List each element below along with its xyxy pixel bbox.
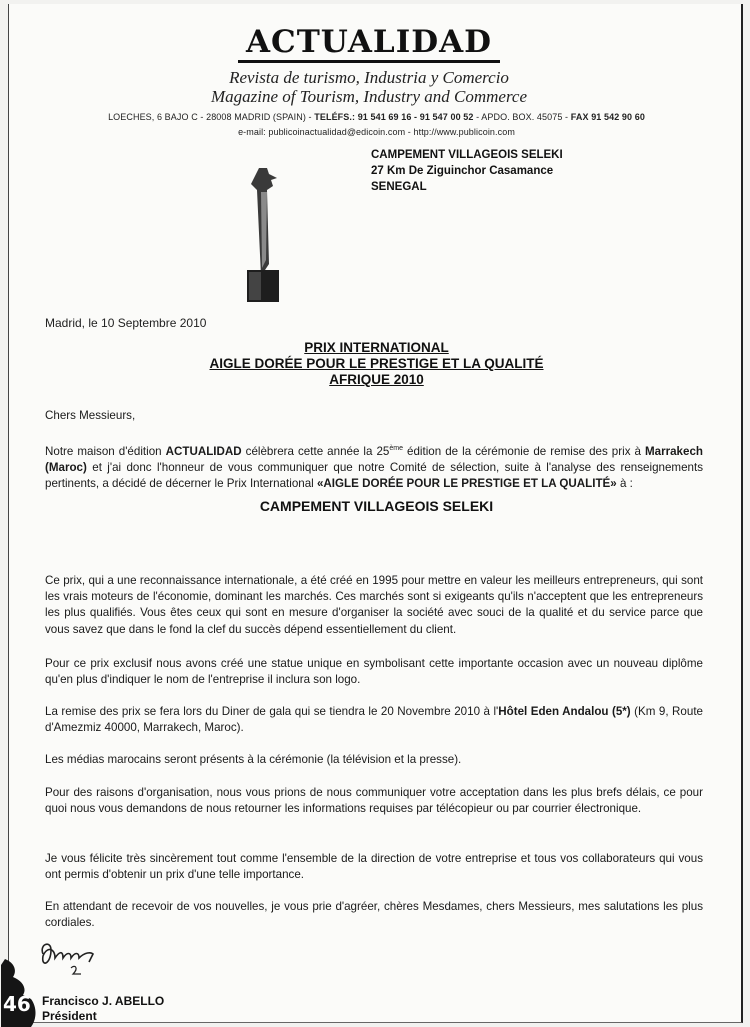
title-line-2: AIGLE DORÉE POUR LE PRESTIGE ET LA QUALITÉ [209, 356, 544, 371]
trophy-image [233, 164, 293, 304]
para1-text: édition de la cérémonie de remise des prix à [403, 444, 645, 458]
page-number: 46 [3, 992, 31, 1016]
salutation: Chers Messieurs, [45, 409, 136, 422]
ordinal-suffix: ème [389, 445, 404, 452]
para1-text: célèbrera cette année la 25 [241, 444, 390, 458]
hotel-name: Hôtel Eden Andalou (5*) [498, 705, 631, 718]
paragraph-6: Pour des raisons d'organisation, nous vous prions de nous communiquer votre acceptation dans les plus brefs délais, ce pour quoi nous vous demandons de nous retourner les informations requises par télécopieur ou par courrier électronique. [45, 786, 703, 816]
city-name: Marrakech (Maroc) [45, 444, 703, 475]
para4-text: (Km 9, Route d'Amezmiz 40000, Marrakech, Maroc). [45, 705, 703, 735]
tagline-english: Magazine of Tourism, Industry and Commerce [210, 87, 528, 106]
phones-text: 91 541 69 16 - 91 547 00 52 [357, 112, 474, 122]
signer-name: Francisco J. ABELLO [42, 994, 165, 1008]
paragraph-5: Les médias marocains seront présents à la cérémonie (la télévision et la presse). [45, 753, 462, 766]
recipient-address [371, 147, 563, 195]
paragraph-7: Je vous félicite très sincèrement tout comme l'ensemble de la direction de votre entreprise et tous vos collaborateurs qui vous ont permis d'obtenir un prix d'une telle importance. [45, 852, 703, 882]
letter-date: Madrid, le 10 Septembre 2010 [45, 316, 207, 330]
para1-text: Notre maison d'édition [45, 444, 166, 458]
letter-page [3, 4, 743, 1023]
signer-role: Président [42, 1009, 97, 1023]
recipient-line: CAMPEMENT VILLAGEOIS SELEKI [371, 149, 563, 161]
fax-text: 91 542 90 60 [591, 112, 645, 122]
email-web-line: e-mail: publicoinactualidad@edicoin.com - http://www.publicoin.com [238, 127, 515, 137]
para1-text: à : [616, 477, 633, 491]
title-line-3: AFRIQUE 2010 [329, 372, 424, 387]
paragraph-1 [45, 441, 703, 492]
magazine-logo: ACTUALIDAD [9, 24, 729, 60]
award-recipient: CAMPEMENT VILLAGEOIS SELEKI [259, 498, 494, 514]
recipient-line: 27 Km De Ziguinchor Casamance [371, 165, 554, 177]
box-text: - APDO. BOX. 45075 - [476, 112, 569, 122]
signature-scribble [37, 934, 117, 984]
award-name-inline: «AIGLE DORÉE POUR LE PRESTIGE ET LA QUALITÉ» [316, 477, 617, 491]
address-text: LOECHES, 6 BAJO C - 28008 MADRID (SPAIN) - [108, 112, 312, 122]
para4-text: La remise des prix se fera lors du Diner de gala qui se tiendra le 20 Novembre 2010 à l' [45, 705, 499, 718]
contact-line [9, 112, 744, 122]
paragraph-4 [45, 704, 703, 736]
tagline-spanish: Revista de turismo, Industria y Comercio [229, 68, 509, 87]
signer-block [42, 994, 164, 1024]
recipient-line: SENEGAL [371, 181, 427, 193]
brand-name: ACTUALIDAD [165, 444, 242, 458]
paragraph-2: Ce prix, qui a une reconnaissance internationale, a été créé en 1995 pour mettre en valeur les meilleurs entrepreneurs, qui sont les vrais moteurs de l'économie, dominant les marchés. Ces marchés sont si exigeants qu'ils n'acceptent que les entrepreneurs les plus qualifiés. Vous êtes ceux qui sont en mesure d'organiser la société avec souci de la qualité et du service parce que vous savez que dans le fond la clef du succès dépend essentiellement du client. [45, 574, 703, 636]
title-line-1: PRIX INTERNATIONAL [304, 340, 449, 355]
fax-label: FAX [570, 112, 589, 122]
para1-text: et j'ai donc l'honneur de vous communiquer que notre Comité de sélection, suite à l'analyse des renseignements pertinents, a décidé de décerner le Prix International [45, 461, 703, 491]
phones-label: TELÉFS.: [314, 112, 356, 122]
paragraph-3: Pour ce prix exclusif nous avons créé une statue unique en symbolisant cette importante occasion avec un nouveau diplôme qu'en plus d'indiquer le nom de l'entreprise il inclura son logo. [45, 657, 703, 687]
paragraph-8: En attendant de recevoir de vos nouvelles, je vous prie d'agréer, chères Mesdames, chers Messieurs, mes salutations les plus cordiales. [45, 900, 703, 930]
